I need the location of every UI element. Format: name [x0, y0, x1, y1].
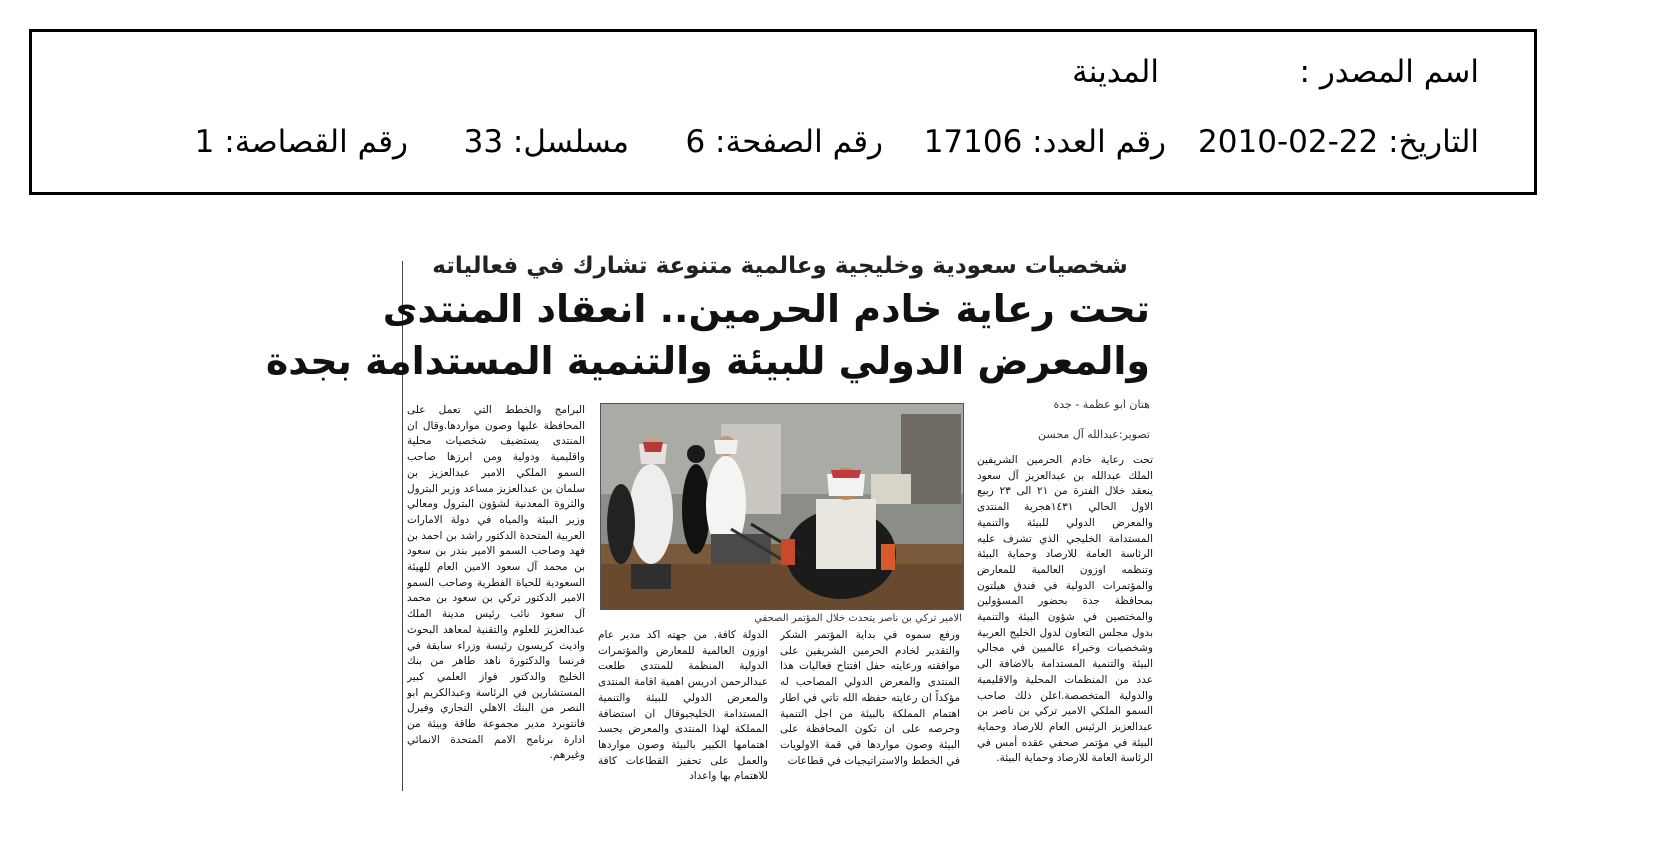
date-label: التاريخ: 22-02-2010 — [1198, 124, 1479, 160]
issue-number-label: رقم العدد: 17106 — [923, 124, 1166, 160]
article-headline-line2: والمعرض الدولي للبيئة والتنمية المستدامة بجدة — [265, 339, 1150, 383]
byline-photographer: تصوير:عبدالله آل محسن — [1038, 428, 1150, 441]
press-conference-illustration — [601, 404, 963, 609]
serial-number-label: مسلسل: 33 — [463, 124, 629, 160]
clipping-number-label: رقم القصاصة: 1 — [194, 124, 408, 160]
source-label: اسم المصدر : — [1299, 54, 1479, 90]
article-headline-line1: تحت رعاية خادم الحرمين.. انعقاد المنتدى — [382, 287, 1150, 331]
photo-caption: الامير تركي بن ناصر يتحدث خلال المؤتمر الصحفي — [754, 613, 962, 624]
clipping-header-box — [29, 29, 1537, 195]
byline-author: هتان ابو عظمة - جدة — [1053, 398, 1150, 411]
newspaper-clipping — [265, 253, 1160, 813]
source-value: المدينة — [1072, 54, 1159, 90]
page-number-label: رقم الصفحة: 6 — [685, 124, 883, 160]
article-column-2: ورفع سموه في بداية المؤتمر الشكر والتقدير لخادم الحرمين الشريفين على موافقته ورعايته حفل افتتاح فعاليات هذا المنتدى والمعرض الدولي المصاحب له مؤكداً ان رعايته حفظه الله تاتي في اطار اهتمام المملكة بالبيئة من اجل التنمية وحرصه على ان تكون المحافظة على البيئة وصون مواردها في قمة الاولويات في الخطط والاستراتيجيات في قطاعات — [780, 629, 960, 767]
article-column-3: الدولة كافة. من جهته اكد مدير عام اوزون العالمية للمعارض والمؤتمرات الدولية المنظمة للمنتدى طلعت عبدالرحمن ادريس اهمية اقامة المنتدى والمعرض الدولي للبيئة والتنمية المستدامة الخليجيوقال ان استضافة المملكة لهذا المنتدى والمعرض يجسد اهتمامها الكبير بالبيئة وصون مواردها والعمل على تحفيز القطاعات كافة للاهتمام بها واعداد — [598, 629, 768, 783]
article-column-1: تحت رعاية خادم الحرمين الشريفين الملك عبدالله بن عبدالعزيز آل سعود ينعقد خلال الفترة من ٢١ الى ٢٣ ربيع الاول الحالي ١٤٣١هجرية المنتدى والمعرض الدولي للبيئة والتنمية المستدامة الخليجي الذي تشرف عليه الرئاسة العامة للارصاد وحماية البيئة وتنظمه اوزون العالمية للمعارض والمؤتمرات الدولية في فندق هيلتون بمحافظة جدة بحضور المسؤولين والمختصين في شؤون البيئة والتنمية بدول مجلس التعاون لدول الخليج العربية وشخصيات وخبراء عالميين في مجالي البيئة والتنمية المستدامة بالاضافة الى عدد من المنظمات المحلية والاقليمية والدولية المتخصصة.اعلن ذلك صاحب السمو الملكي الامير تركي بن ناصر بن عبدالعزيز الرئيس العام للارصاد وحماية البيئة في مؤتمر صحفي عقده أمس في الرئاسة العامة للارصاد وحماية البيئة. — [977, 454, 1153, 765]
press-conference-photo — [600, 403, 964, 610]
article-column-4: البرامج والخطط التي تعمل على المحافظة عليها وصون مواردها.وقال ان المنتدى يستضيف شخصيات محلية واقليمية ودولية ومن ابرزها صاحب السمو الملكي الامير عبدالعزيز بن سلمان بن عبدالعزيز مساعد وزير البترول والثروة المعدنية لشؤون البترول ومعالي وزير البيئة والمياه في دولة الامارات العربية المتحدة الدكتور راشد بن احمد بن فهد وصاحب السمو الامير بندر بن سعود بن محمد آل سعود الامين العام للهيئة السعودية للحياة الفطرية وصاحب السمو الامير الدكتور تركي بن سعود بن محمد آل سعود نائب رئيس مدينة الملك عبدالعزيز للعلوم والتقنية لمعاهد البحوث واديث كريسون رئيسة وزراء سابقة في فرنسا والدكتورة ناهد طاهر من بنك الخليج والدكتور فواز العلمي كبير المستشارين في الرئاسة وعبدالكريم ابو النصر من البنك الاهلي التجاري وفيرل فانتوبرد مدير مجموعة طاقة وبيئة من ادارة برنامج الامم المتحدة الانمائي وغيرهم. — [407, 404, 585, 762]
article-kicker: شخصيات سعودية وخليجية وعالمية متنوعة تشارك في فعالياته — [432, 253, 1128, 279]
